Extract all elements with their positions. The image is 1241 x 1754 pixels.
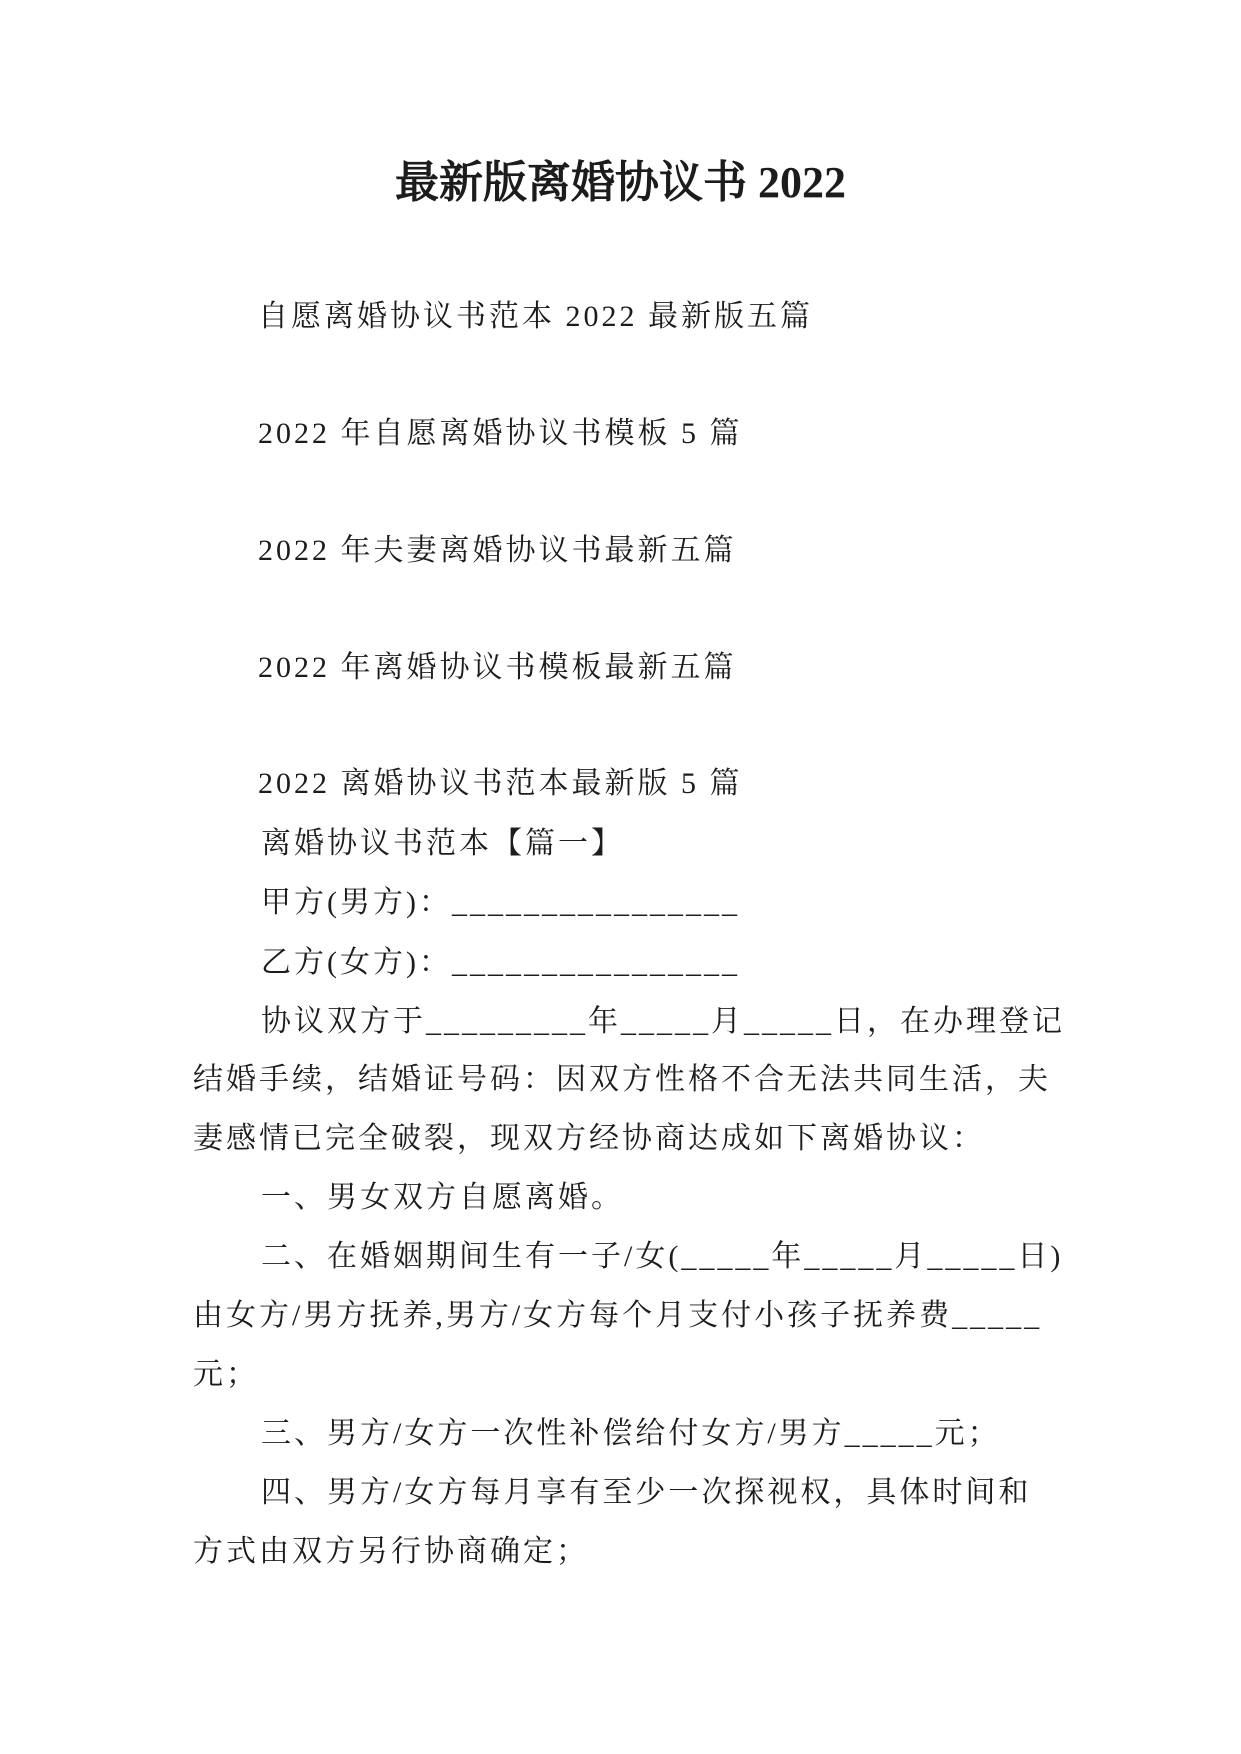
toc-item: 2022 离婚协议书范本最新版 5 篇 xyxy=(258,767,743,800)
paragraph-line: 一、男女双方自愿离婚。 xyxy=(261,1181,624,1214)
paragraph-line: 结婚手续，结婚证号码：因双方性格不合无法共同生活，夫 xyxy=(193,1063,1051,1096)
paragraph-line: 协议双方于_________年_____月_____日，在办理登记 xyxy=(261,1005,1065,1038)
paragraph-line: 方式由双方另行协商确定； xyxy=(193,1535,589,1568)
paragraph-line: 妻感情已完全破裂，现双方经协商达成如下离婚协议： xyxy=(193,1122,985,1155)
paragraph-line: 元； xyxy=(193,1358,259,1391)
paragraph-line: 由女方/男方抚养,男方/女方每个月支付小孩子抚养费_____ xyxy=(193,1299,1043,1332)
toc-item: 自愿离婚协议书范本 2022 最新版五篇 xyxy=(258,300,813,333)
paragraph-line: 四、男方/女方每月享有至少一次探视权，具体时间和 xyxy=(261,1476,1032,1509)
toc-item: 2022 年自愿离婚协议书模板 5 篇 xyxy=(258,417,743,450)
toc-item: 2022 年离婚协议书模板最新五篇 xyxy=(258,651,737,684)
paragraph-line: 三、男方/女方一次性补偿给付女方/男方_____元； xyxy=(261,1417,1001,1450)
party-b-field: 乙方(女方)：________________ xyxy=(261,946,740,979)
section-heading: 离婚协议书范本【篇一】 xyxy=(261,827,624,860)
party-a-field: 甲方(男方)：________________ xyxy=(261,886,740,919)
toc-item: 2022 年夫妻离婚协议书最新五篇 xyxy=(258,534,737,567)
paragraph-line: 二、在婚姻期间生有一子/女(_____年_____月_____日) xyxy=(261,1240,1064,1273)
document-title: 最新版离婚协议书 2022 xyxy=(395,158,846,207)
